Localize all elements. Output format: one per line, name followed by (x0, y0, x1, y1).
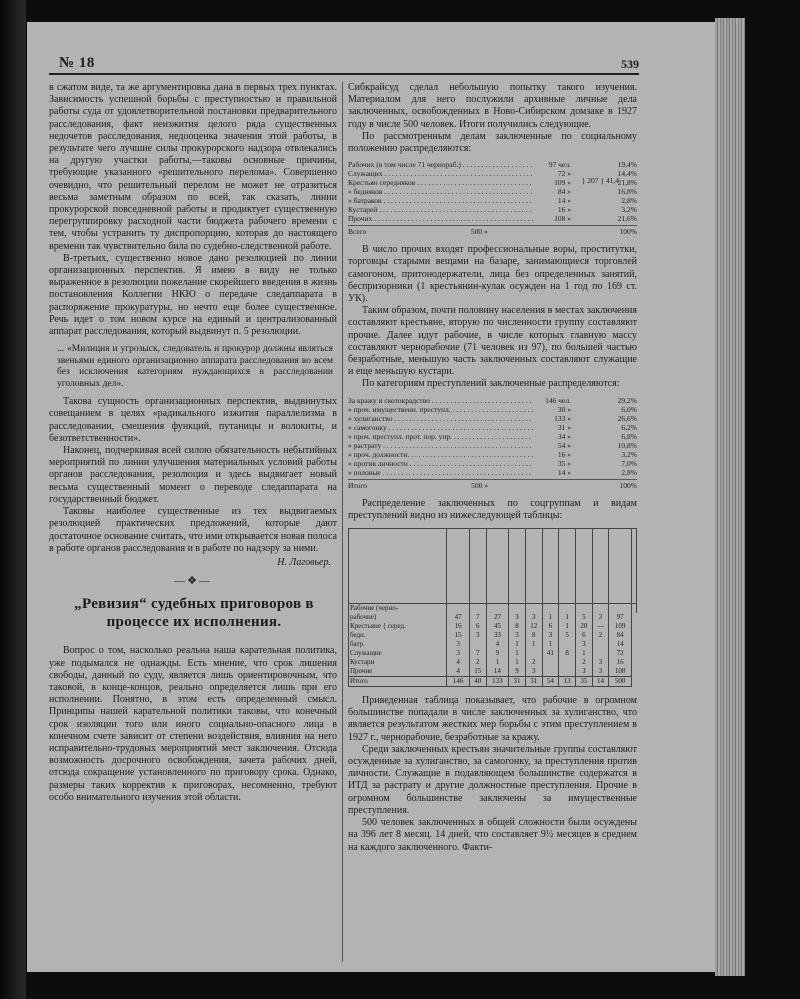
table-row (349, 604, 637, 614)
table-cell: 3 (592, 667, 609, 677)
row-percent: 21,6% (617, 214, 637, 224)
paragraph: В-третьих, существенно новое дано резолюцией по линии организационных перспектив. Я имею в виду не только выраженное в резолюции пожелание скорейшего введения в жизнь постановления Коллегии НКЮ о передаче следаппарата в распоряжение прокуратуры, но нечто еще более существенное. Речь идет о том новом курсе на единый и централизованный аппарат расследования, который выдвинут п. 5 резолюции. (49, 252, 337, 338)
row-label: » растрату . . . (348, 441, 533, 450)
column-header (592, 529, 609, 604)
column-header (609, 529, 632, 604)
column-header (486, 529, 509, 604)
table-row (349, 631, 637, 640)
table-cell (575, 604, 592, 614)
paragraph: Такова сущность организационных перспектив, выдвинутых совещанием в целях «радикального изжития параллелизма в расследовании, смешения функций, путаницы и волокиты, и безответственности». (49, 396, 337, 444)
table-cell: 4 (447, 667, 470, 677)
paragraph: По рассмотренным делам заключенные по социальному положению распределяются: (348, 130, 637, 155)
table-cell: 3 (509, 631, 526, 640)
table-cell: 41 (542, 649, 559, 658)
row-label: Кустарей . . . (348, 205, 533, 214)
row-percent: 7,0% (621, 458, 637, 468)
row-label: » половые . . . (348, 468, 533, 477)
table-cell: 1 (542, 640, 559, 649)
column-header (631, 529, 636, 604)
row-label: Прочие (349, 667, 447, 677)
row-percent: 19,4% (617, 160, 637, 170)
table-cell: 7 (469, 613, 486, 622)
row-value: 14 » (557, 467, 571, 477)
paragraph: 500 человек заключенных в общей сложности были осуждены на 396 лет 8 месяц. 14 дней, что составляет 9½ месяцев в среднем на каждого заключенного. Факти- (348, 817, 637, 853)
column-header (469, 529, 486, 604)
table-cell (592, 604, 609, 614)
table-cell: 1 (509, 658, 526, 667)
row-value: 14 » (557, 196, 571, 206)
row-percent: 6,2% (621, 422, 637, 432)
table-cell: 109 (609, 622, 632, 631)
row-value: 16 » (557, 449, 571, 459)
row-label: За кражу и скотокрадство . . . (348, 396, 533, 405)
table-cell: 5 (559, 631, 576, 640)
social-row (348, 214, 637, 223)
table-cell: 54 (542, 677, 559, 687)
table-cell: 31 (509, 677, 526, 687)
right-column (348, 82, 637, 854)
crime-row (348, 414, 637, 423)
table-cell (542, 604, 559, 614)
row-value: 108 » (554, 214, 571, 224)
row-value: 72 » (557, 169, 571, 179)
row-percent: 10,8% (617, 440, 637, 450)
table-cell (525, 604, 542, 614)
row-label: Кустари (349, 658, 447, 667)
row-percent: 26,6% (617, 413, 637, 423)
total-row (348, 479, 637, 490)
paragraph: Распределение заключенных по соцгруппам и видам преступлений видно из нижеследующей таблицы: (348, 497, 637, 521)
total-label: Всего (348, 227, 367, 237)
table-cell: 133 (486, 677, 509, 687)
table-cell: 33 (486, 631, 509, 640)
table-cell: 2 (575, 658, 592, 667)
left-column (49, 82, 337, 804)
table-cell (469, 640, 486, 649)
table-cell: 1 (509, 640, 526, 649)
table-cell: 3 (509, 613, 526, 622)
document-page (27, 22, 715, 972)
table-cell: 8 (559, 649, 576, 658)
row-value: 84 » (557, 187, 571, 197)
table-cell: 500 (609, 677, 632, 687)
row-label: Крестьяне { серед. (349, 622, 447, 631)
row-value: 34 » (557, 431, 571, 441)
row-label: » хулиганство . . . (348, 414, 533, 423)
social-row (348, 187, 637, 196)
row-percent: 21,8% (617, 178, 637, 188)
row-value: 97 чел. (548, 160, 571, 170)
page-number: 539 (621, 57, 639, 71)
paragraph: Таковы наиболее существенные из тех выдвигаемых резолюцией практических предложений, которые дают достаточное основание считать, что ими открывается новая полоса в работе органов расследования и в работе по надзору за ними. (49, 506, 337, 554)
table-cell: 45 (486, 622, 509, 631)
column-header (542, 529, 559, 604)
table-cell: 40 (469, 677, 486, 687)
table-cell: 15 (447, 631, 470, 640)
block-quote: ... «Милиция и угрозыск, следователь и прокурор должны являться звеньями единого организационно аппарата расследования во всем без исключения категориям нуждающихся в расследовании уголовных дел». (57, 344, 333, 389)
table-cell: 35 (575, 677, 592, 687)
table-cell: 3 (575, 667, 592, 677)
row-label: » проч. преступл. прот. пор. упр. . . . (348, 432, 533, 441)
row-label: рабочие) (349, 613, 447, 622)
table-cell: 7 (469, 649, 486, 658)
column-header (349, 529, 447, 604)
table-row (349, 640, 637, 649)
table-cell: 1 (486, 658, 509, 667)
table-cell: 31 (525, 677, 542, 687)
article-heading: „Ревизия“ судебных приговоров в процессе их исполнения. (74, 596, 314, 631)
table-cell (592, 649, 609, 658)
column-header (509, 529, 526, 604)
table-cell: 3 (525, 667, 542, 677)
crime-category-table (348, 396, 637, 490)
table-cell: 2 (525, 658, 542, 667)
column-header (525, 529, 542, 604)
table-row (349, 667, 637, 677)
row-percent: 29,2% (617, 395, 637, 405)
table-cell: 1 (509, 649, 526, 658)
crime-row (348, 423, 637, 432)
crime-row (348, 459, 637, 468)
table-cell (469, 604, 486, 614)
table-cell: 2 (592, 631, 609, 640)
table-cell: 16 (447, 622, 470, 631)
binding-spine (0, 0, 26, 999)
row-label: Служащих . . . (348, 169, 533, 178)
table-cell (559, 658, 576, 667)
row-label: Служащие (349, 649, 447, 658)
total-value: 500 » (470, 227, 488, 237)
table-cell (447, 604, 470, 614)
row-label: бедн. (349, 631, 447, 640)
table-cell: — (592, 622, 609, 631)
table-cell: 13 (559, 677, 576, 687)
table-cell: 1 (542, 613, 559, 622)
paragraph: Сибкрайсуд сделал небольшую попытку такого изучения. Материалом для него послужили архивные личные дела заключенных, освобожденных в Ново-Сибирском домзаке в 1927 году в числе 500 человек. Итоги получились следующие. (348, 82, 637, 130)
crime-row (348, 441, 637, 450)
row-percent: 3,2% (621, 449, 637, 459)
group-brace: } 207 } 41,4 (581, 176, 619, 186)
row-label: Рабочих (в том числе 71 чернораб.) . . . (348, 160, 533, 169)
total-label: Итого (349, 677, 447, 687)
author-signature: Н. Лаговьер. (277, 556, 331, 568)
table-cell: 84 (609, 631, 632, 640)
total-label: Итого (348, 480, 367, 490)
row-label: » бедняков . . . (348, 187, 533, 196)
table-cell (486, 604, 509, 614)
total-value: 500 » (471, 480, 488, 490)
table-cell (609, 604, 632, 614)
table-cell: 5 (575, 613, 592, 622)
table-cell: 6 (542, 622, 559, 631)
table-cell: 3 (592, 613, 609, 622)
total-percent: 100% (619, 480, 637, 490)
table-cell: 3 (592, 658, 609, 667)
row-label: Крестьян середняков . . . (348, 178, 533, 187)
paragraph: Приведенная таблица показывает, что рабочие в огромном большинстве попадали в числе заключенных за хулиганство, что является результатом жестких мер борьбы с этим преступлением в 1927 г., чернорабочие, безработные за кражу. (348, 695, 637, 743)
table-cell: 3 (447, 640, 470, 649)
row-value: 54 » (557, 440, 571, 450)
header-rule (49, 73, 639, 75)
row-value: 16 » (557, 205, 571, 215)
table-cell (631, 604, 636, 614)
table-cell (509, 604, 526, 614)
crime-row (348, 432, 637, 441)
table-cell: 8 (509, 622, 526, 631)
row-percent: 16,8% (617, 187, 637, 197)
table-cell (542, 658, 559, 667)
paragraph: в сжатом виде, та же аргументировка дана в первых трех пунктах. Зависимость успешной борьбы с преступностью и правильной работы суда от удовлетворительной постановки предварительного расследования, факт неизжития целого ряда существенных недочетов расследования, недооценка значения этой работы, в результате чего лучшие силы прокурорского надзора отвлекались на другую участки работы,—таковы основные причины, требующие указанного «решительного перелома». Совершенно очевидно, что решительный перелом не может не отразиться весьма заметным образом по всей, так сказать, линии прокурорской повседневной работы и продиктует существенную перегруппировку расходной части бюджета рабочего времени с тем, чтобы устранить ту диспропорцию, которая до настоящего времени так чувствительно била по судебно-следственной работе. (49, 82, 337, 252)
row-label: » против личности . . . (348, 459, 533, 468)
row-value: 31 » (557, 422, 571, 432)
table-cell: 27 (486, 613, 509, 622)
row-label: » батраков . . . (348, 196, 533, 205)
social-row (348, 205, 637, 214)
paragraph: Таким образом, почти половину населения в местах заключения составляют крестьяне, вторую по численности группу составляют прочие. Далее идут рабочие, в числе которых главную массу составляют чернорабочие (71 человек из 97), по большей частью безработные, меньшую часть заключенных составляют служащие и еще меньшую кустари. (348, 305, 637, 378)
table-cell: 1 (559, 613, 576, 622)
row-label: Прочих . . . (348, 214, 533, 223)
crime-row (348, 405, 637, 414)
table-cell: 6 (469, 622, 486, 631)
total-row (348, 225, 637, 236)
table-cell: 15 (469, 667, 486, 677)
crime-row (348, 396, 637, 405)
column-header (575, 529, 592, 604)
table-cell: 3 (542, 631, 559, 640)
table-cell (559, 667, 576, 677)
table-cell (525, 649, 542, 658)
row-value: 30 » (557, 404, 571, 414)
paragraph: Вопрос о том, насколько реальна наша карательная политика, уже подымался не однажды. Есть мнение, что срок лишения свободы, данный по суду, является лишь ориентировочным, что таковой, в конце-концов, реально определяется лишь при его исполнении. Понятно, в этом есть определенный смысл. Принципы нашей карательной политики таковы, что конечный срок изоляции того или иного социально-опасного лица в конечном счете зависит от степени воздействия, влияния на него исправительно-трудовых мероприятий мест заключения. Отсюда возможность досрочного освобождения, зачета рабочих дней, отсюда сокращение установленного по приговору срока. Однако, размеры таких корректив к приговорах, несомненно, требуют особо внимательного изучения этой области. (49, 645, 337, 803)
table-cell: 72 (609, 649, 632, 658)
paragraph: Наконец, подчеркивая всей силою обязательность небытийных мероприятий по линии улучшения материальных условий работы органов расследования, резолюция и здесь выдвигает новый весьма существенный момент о переводе следаппарата на государственный бюджет. (49, 445, 337, 505)
row-label: » проч. должностн. . . . (348, 450, 533, 459)
table-cell (559, 640, 576, 649)
table-cell: 3 (469, 631, 486, 640)
table-cell: 3 (447, 649, 470, 658)
column-header (447, 529, 470, 604)
column-header (559, 529, 576, 604)
column-divider (342, 82, 343, 962)
row-label: » самогонку . . . (348, 423, 533, 432)
row-percent: 2,8% (621, 196, 637, 206)
row-label: » проч. имущественн. преступл. . . . (348, 405, 533, 414)
table-cell: 16 (609, 658, 632, 667)
table-row (349, 658, 637, 667)
table-cell (559, 604, 576, 614)
page-edges (715, 18, 745, 976)
total-percent: 100% (619, 227, 637, 237)
table-cell: 2 (469, 658, 486, 667)
row-percent: 3,2% (621, 205, 637, 215)
paragraph: В число прочих входят профессиональные воры, проститутки, торговцы старыми вещами на базаре, занимающиеся торговлей самогоном, притонодержатели, лица без определенных занятий, беспризорники (1 крестьянин-кулак осужден на 1 год по 169 ст. УК). (348, 244, 637, 305)
row-value: 146 чел. (545, 395, 571, 405)
table-cell: 146 (447, 677, 470, 687)
social-row (348, 196, 637, 205)
table-cell: 12 (525, 622, 542, 631)
table-row (349, 622, 637, 631)
table-total-row (349, 677, 637, 687)
table-cell: 8 (525, 631, 542, 640)
row-label: батр. (349, 640, 447, 649)
table-cell: 14 (609, 640, 632, 649)
table-cell: 9 (486, 649, 509, 658)
table-cell: 1 (559, 622, 576, 631)
table-cell: 9 (509, 667, 526, 677)
issue-number: № 18 (59, 55, 95, 71)
table-row (349, 649, 637, 658)
section-ornament: —❖— (174, 575, 212, 588)
table-cell: 3 (575, 640, 592, 649)
social-row (348, 160, 637, 169)
row-percent: 2,8% (621, 467, 637, 477)
social-composition-table (348, 160, 637, 236)
table-cell: 14 (486, 667, 509, 677)
row-percent: 6,0% (621, 404, 637, 414)
row-value: 35 » (557, 458, 571, 468)
table-cell (592, 640, 609, 649)
table-cell: 4 (486, 640, 509, 649)
table-cell: 14 (592, 677, 609, 687)
row-value: 109 » (554, 178, 571, 188)
table-cell (542, 667, 559, 677)
table-cell: 4 (447, 658, 470, 667)
row-label: Рабочие (черно- (349, 604, 447, 614)
crime-row (348, 450, 637, 459)
table-cell: 1 (525, 640, 542, 649)
table-cell: 47 (447, 613, 470, 622)
table-cell: 1 (575, 649, 592, 658)
table-cell: 108 (609, 667, 632, 677)
crime-row (348, 468, 637, 477)
table-row (349, 613, 637, 622)
row-percent: 14,4% (617, 169, 637, 179)
table-cell: 6 (575, 631, 592, 640)
table-cell: 3 (525, 613, 542, 622)
row-percent: 6,8% (621, 431, 637, 441)
paragraph: По категориям преступлений заключенные распределяются: (362, 378, 620, 390)
paragraph: Среди заключенных крестьян значительные группы составляют осужденные за хулиганство, за самогонку, за преступления против личности. Служащие в подавляющем большинстве содержатся в ИТД за растрату и другие должностные преступления. Прочие в огромном большинстве заключены за имущественные преступления. (348, 743, 637, 816)
table-cell: 20 (575, 622, 592, 631)
cross-table (348, 528, 637, 687)
row-value: 133 » (554, 413, 571, 423)
table-cell: 97 (609, 613, 632, 622)
